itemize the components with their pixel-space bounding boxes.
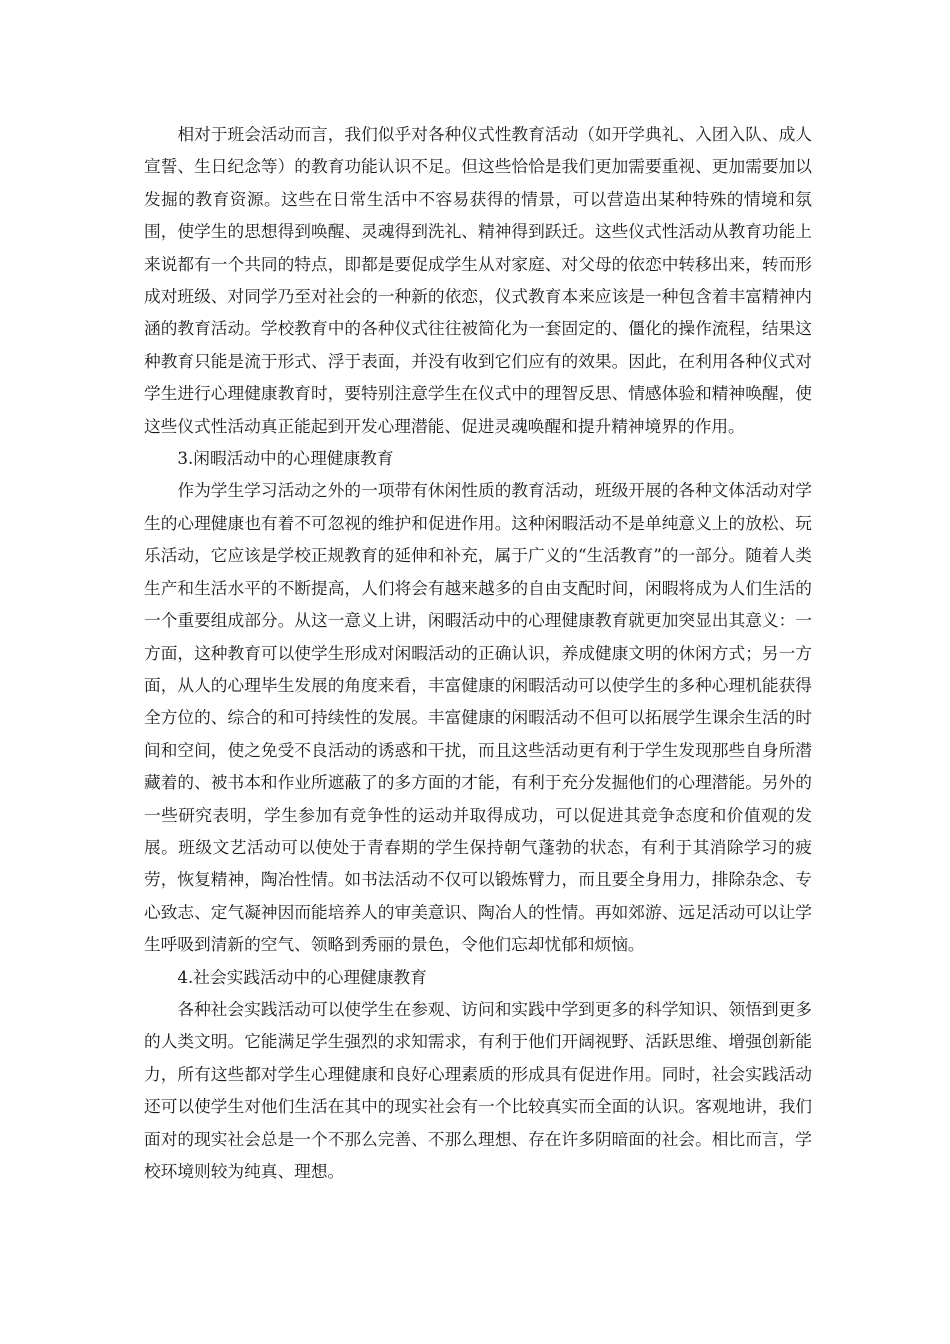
section-heading-social-practice: 4.社会实践活动中的心理健康教育 [177,966,427,987]
paragraph-ceremonial-activities: 相对于班会活动而言，我们似乎对各种仪式性教育活动（如开学典礼、入团入队、成人宣誓、生日纪念等）的教育功能认识不足。但这些恰恰是我们更加需要重视、更加需要加以发掘的教育资源。这些在日常生活中不容易获得的情景，可以营造出某种特殊的情境和氛围，使学生的思想得到唤醒、灵魂得到洗礼、精神得到跃迁。这些仪式性活动从教育功能上来说都有一个共同的特点，即都是要促成学生从对家庭、对父母的依恋中转移出来，转而形成对班级、对同学乃至对社会的一种新的依恋，仪式教育本来应该是一种包含着丰富精神内涵的教育活动。学校教育中的各种仪式往往被简化为一套固定的、僵化的操作流程，结果这种教育只能是流于形式、浮于表面，并没有收到它们应有的效果。因此，在利用各种仪式对学生进行心理健康教育时，要特别注意学生在仪式中的理智反思、情感体验和精神唤醒，使这些仪式性活动真正能起到开发心理潜能、促进灵魂唤醒和提升精神境界的作用。 [144,124,812,436]
paragraph-leisure-activities: 作为学生学习活动之外的一项带有休闲性质的教育活动，班级开展的各种文体活动对学生的心理健康也有着不可忽视的维护和促进作用。这种闲暇活动不是单纯意义上的放松、玩乐活动，它应该是学校正规教育的延伸和补充，属于广义的“生活教育”的一部分。随着人类生产和生活水平的不断提高，人们将会有越来越多的自由支配时间，闲暇将成为人们生活的一个重要组成部分。从这一意义上讲，闲暇活动中的心理健康教育就更加突显出其意义：一方面，这种教育可以使学生形成对闲暇活动的正确认识，养成健康文明的休闲方式；另一方面，从人的心理毕生发展的角度来看，丰富健康的闲暇活动可以使学生的多种心理机能获得全方位的、综合的和可持续性的发展。丰富健康的闲暇活动不但可以拓展学生课余生活的时间和空间，使之免受不良活动的诱惑和干扰，而且这些活动更有利于学生发现那些自身所潜藏着的、被书本和作业所遮蔽了的多方面的才能，有利于充分发掘他们的心理潜能。另外的一些研究表明，学生参加有竞争性的运动并取得成功，可以促进其竞争态度和价值观的发展。班级文艺活动可以使处于青春期的学生保持朝气蓬勃的状态，有利于其消除学习的疲劳，恢复精神，陶冶性情。如书法活动不仅可以锻炼臂力，而且要全身用力，排除杂念、专心致志、定气凝神因而能培养人的审美意识、陶冶人的性情。再如郊游、远足活动可以让学生呼吸到清新的空气、领略到秀丽的景色，令他们忘却忧郁和烦恼。 [144,480,812,955]
paragraph-social-practice: 各种社会实践活动可以使学生在参观、访问和实践中学到更多的科学知识、领悟到更多的人类文明。它能满足学生强烈的求知需求，有利于他们开阔视野、活跃思维、增强创新能力，所有这些都对学生心理健康和良好心理素质的形成具有促进作用。同时，社会实践活动还可以使学生对他们生活在其中的现实社会有一个比较真实而全面的认识。客观地讲，我们面对的现实社会总是一个不那么完善、不那么理想、存在许多阴暗面的社会。相比而言，学校环境则较为纯真、理想。 [144,998,812,1181]
section-heading-leisure-activities: 3.闲暇活动中的心理健康教育 [177,448,394,469]
document-page [144,118,812,1187]
